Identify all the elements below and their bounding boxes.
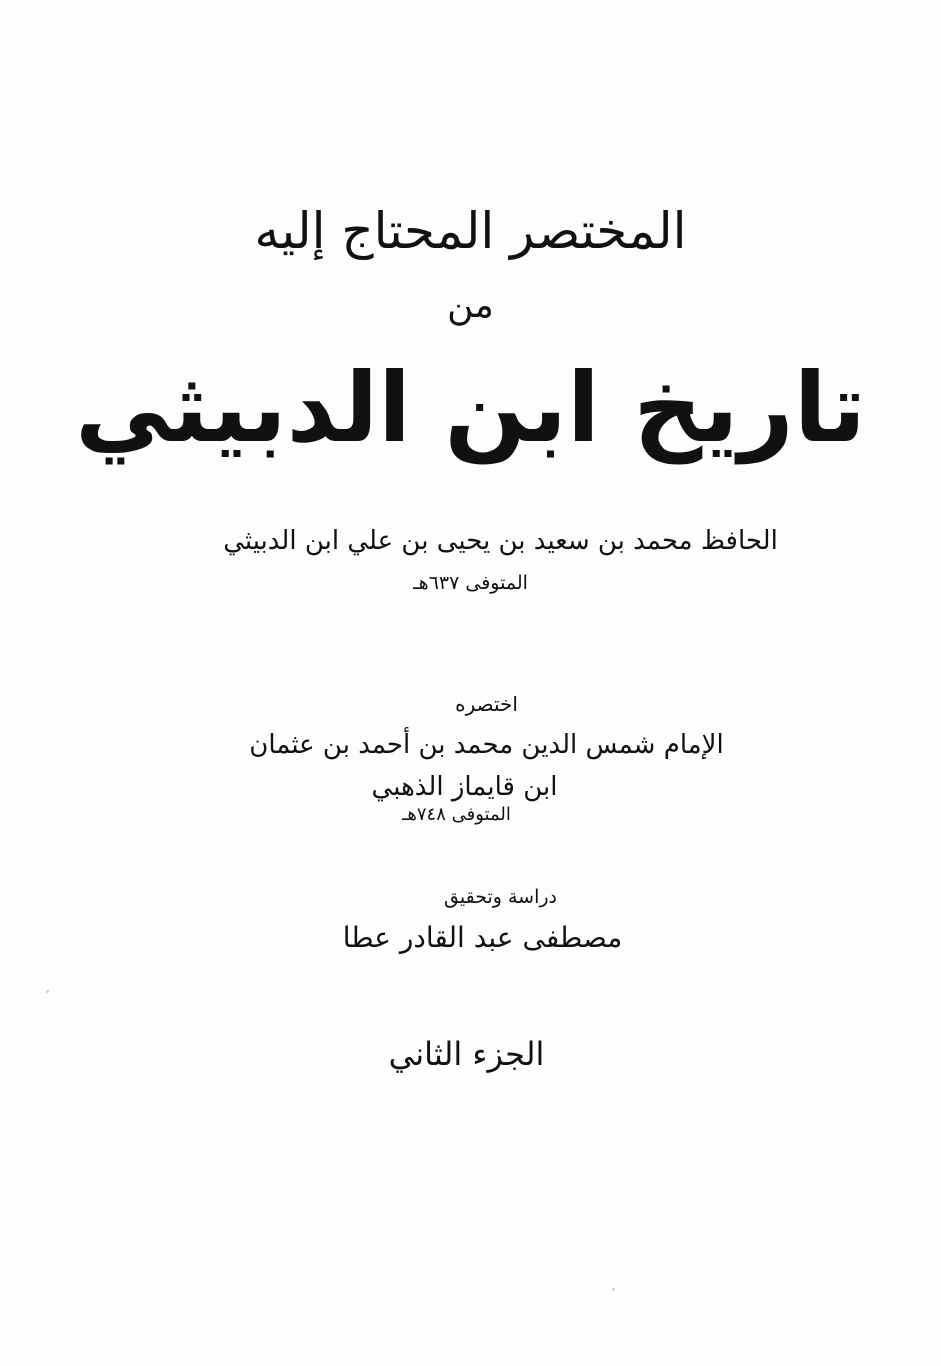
editor-label: دراسة وتحقيق <box>444 886 557 908</box>
author-death-date: المتوفى ٦٣٧هـ <box>413 572 528 594</box>
abridger-death-date: المتوفى ٧٤٨هـ <box>402 804 511 825</box>
book-title-line-2: من <box>447 285 494 326</box>
scan-speck <box>612 1288 615 1291</box>
abridger-name-line-2: ابن قايماز الذهبي <box>371 772 558 802</box>
abridger-name-line-1: الإمام شمس الدين محمد بن أحمد بن عثمان <box>249 730 724 760</box>
editor-name: مصطفى عبد القادر عطا <box>342 921 623 954</box>
abridger-label: اختصره <box>455 692 518 716</box>
book-title-line-1: المختصر المحتاج إليه <box>254 202 687 260</box>
author-name: الحافظ محمد بن سعيد بن يحيى بن علي ابن الدبيثي <box>223 526 778 556</box>
scan-speck <box>46 990 49 993</box>
volume-label: الجزء الثاني <box>388 1035 545 1073</box>
book-title-main: تاريخ ابن الدبيثي <box>75 352 866 464</box>
